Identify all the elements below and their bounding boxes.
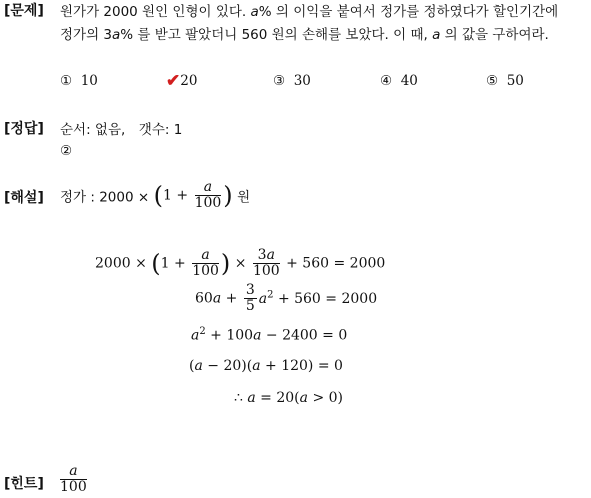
equation-3: $a^2 + 100a - 2400 = 0$: [191, 326, 348, 344]
equation-1: 2000 × (1 + $\frac{a}{100}$ ) × $\frac{3a}{100}$ + 560 = 2000: [95, 247, 386, 279]
hint-tag: [힌트]: [4, 476, 44, 492]
answer-meta: 순서: 없음, 갯수: 1: [60, 122, 183, 138]
hint-fraction: $\frac{a}{100}$: [60, 463, 87, 495]
equation-4: (a − 20)(a + 120) = 0: [189, 358, 343, 374]
checkmark-icon: ✔: [166, 71, 181, 91]
option-1[interactable]: ① 10: [60, 73, 98, 89]
option-3[interactable]: ③ 30: [273, 73, 311, 89]
option-4[interactable]: ④ 40: [380, 73, 418, 89]
option-2[interactable]: ✔20: [166, 71, 198, 91]
problem-text-line1: 원가가 2000 원인 인형이 있다. a% 의 이익을 붙여서 정가를 정하였다가 할인기간에: [60, 4, 559, 20]
problem-tag: [문제]: [4, 3, 44, 19]
equation-5: ∴ a = 20(a > 0): [234, 390, 343, 406]
option-5[interactable]: ⑤ 50: [486, 73, 524, 89]
equation-2: 60a + $\frac{3}{5}$ $a^2 + 560 = 2000$: [195, 282, 378, 314]
problem-text-line2: 정가의 3a% 를 받고 팔았더니 560 원의 손해를 보았다. 이 때, a 의 값을 구하여라.: [60, 27, 549, 43]
answer-value: ②: [60, 143, 73, 159]
explanation-price: 정가 : 2000 × (1 + $\frac{a}{100}$ ) 원: [60, 179, 251, 211]
answer-tag: [정답]: [4, 121, 44, 137]
explanation-tag: [해설]: [4, 190, 44, 206]
